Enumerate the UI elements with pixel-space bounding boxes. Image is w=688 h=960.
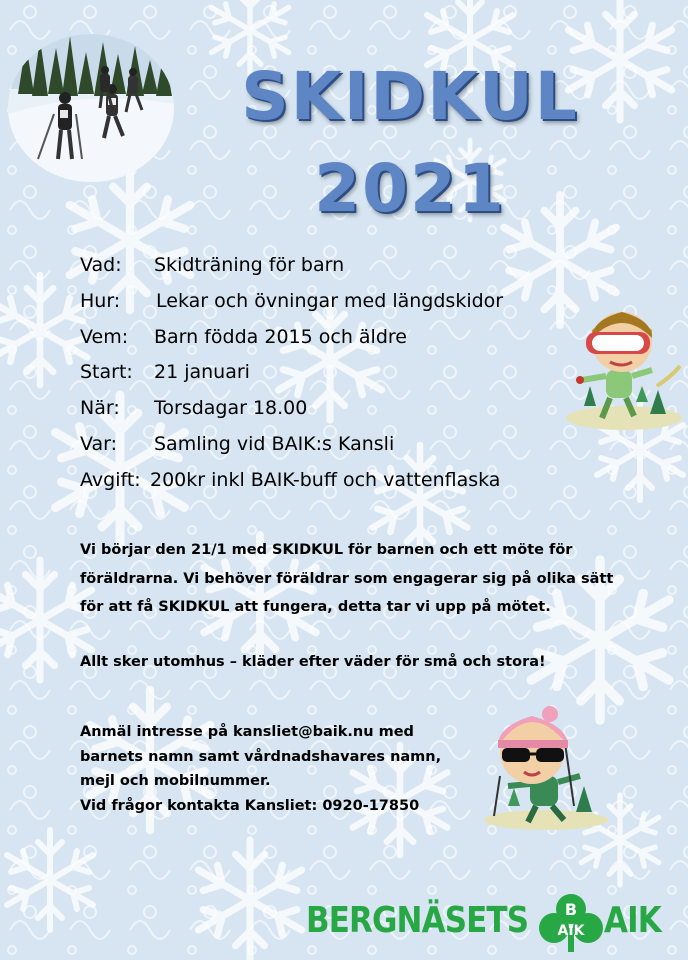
contact-line: mejl och mobilnummer. (80, 773, 271, 789)
info-label: Start: (80, 361, 133, 384)
goggles-skier-icon (562, 306, 682, 432)
logo-mark-letter-b: B (564, 900, 578, 919)
info-label: Vad: (80, 254, 122, 276)
baik-clover-icon (532, 892, 610, 952)
info-label: Vem: (80, 325, 129, 348)
info-value: Skidträning för barn (154, 254, 345, 276)
description-paragraph: Vi börjar den 21/1 med SKIDKUL för barnen och ett möte för föräldrarna. Vi behöver föräldrar som engagerar sig på olika sätt för att få SKIDKUL att fungera, detta tar vi upp på mötet. (80, 542, 614, 615)
info-label: Avgift: (80, 468, 141, 491)
info-value: Barn födda 2015 och äldre (154, 325, 407, 348)
pink-hat-skier-icon (480, 706, 610, 832)
info-label: Var: (80, 432, 118, 455)
logo-text-left: BERGNÄSETS (306, 900, 529, 941)
title-skidkul: SKIDKUL (241, 58, 579, 135)
info-value: 21 januari (154, 361, 250, 384)
skiers-photo (8, 34, 174, 182)
title-year: 2021 (314, 150, 506, 227)
baik-logo (306, 892, 668, 952)
contact-line: Vid frågor kontakta Kansliet: 0920-17850 (80, 797, 420, 814)
info-value: Torsdagar 18.00 (154, 397, 308, 420)
clothing-note: Allt sker utomhus – kläder efter väder för små och stora! (80, 654, 546, 670)
info-value: Lekar och övningar med längdskidor (156, 289, 504, 312)
contact-line: barnets namn samt vårdnadshavares namn, (80, 748, 442, 765)
logo-text-right: AIK (604, 900, 661, 941)
contact-line: Anmäl intresse på kansliet@baik.nu med (80, 724, 414, 740)
info-label: Hur: (80, 289, 121, 312)
logo-mark-letters-aik: AIK (557, 923, 585, 939)
info-label: När: (80, 397, 120, 420)
info-value: Samling vid BAIK:s Kansli (154, 432, 395, 455)
info-value: 200kr inkl BAIK-buff och vattenflaska (150, 468, 501, 491)
